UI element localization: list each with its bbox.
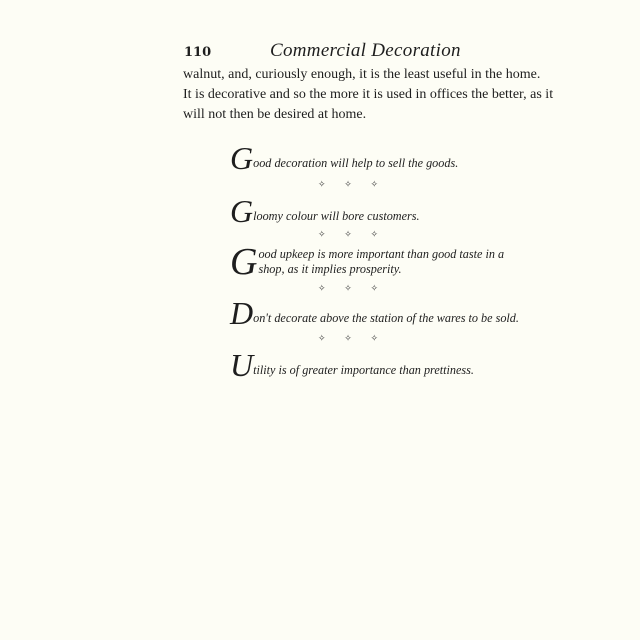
maxim-text: on't decorate above the station of the wares to be sold. [253, 311, 519, 325]
ornament-divider [318, 284, 378, 294]
maxim-text: loomy colour will bore customers. [253, 209, 420, 223]
ornament-divider [318, 180, 378, 190]
ornament-divider [318, 230, 378, 240]
ornament-icon: ✧ [318, 230, 326, 240]
maxim [230, 347, 474, 383]
body-line: It is decorative and so the more it is used in offices the better, as it [183, 87, 554, 102]
page-number: 110 [184, 45, 212, 60]
drop-cap: D [230, 295, 254, 331]
ornament-icon: ✧ [344, 334, 352, 344]
maxim-text: ood upkeep is more important than good taste in a [258, 247, 505, 261]
maxim [230, 241, 505, 283]
ornament-icon: ✧ [344, 230, 352, 240]
maxim [230, 193, 420, 229]
ornament-icon: ✧ [344, 180, 352, 190]
drop-cap: G [230, 193, 254, 229]
running-title: Commercial Decoration [270, 40, 461, 61]
body-paragraph [183, 65, 554, 125]
ornament-icon: ✧ [344, 284, 352, 294]
ornament-icon: ✧ [318, 180, 326, 190]
ornament-icon: ✧ [370, 230, 378, 240]
maxim [230, 140, 459, 176]
ornament-icon: ✧ [370, 334, 378, 344]
drop-cap: U [230, 347, 254, 383]
drop-cap: G [230, 241, 258, 283]
maxim-text: tility is of greater importance than prettiness. [253, 363, 474, 377]
ornament-icon: ✧ [318, 334, 326, 344]
ornament-icon: ✧ [318, 284, 326, 294]
maxim-text: ood decoration will help to sell the goods. [253, 156, 459, 170]
maxim [230, 295, 519, 331]
body-line: walnut, and, curiously enough, it is the least useful in the home. [183, 67, 541, 82]
drop-cap: G [230, 140, 254, 176]
maxim-text: shop, as it implies prosperity. [258, 262, 402, 276]
ornament-divider [318, 334, 378, 344]
ornament-icon: ✧ [370, 284, 378, 294]
body-line: will not then be desired at home. [183, 107, 367, 122]
ornament-icon: ✧ [370, 180, 378, 190]
